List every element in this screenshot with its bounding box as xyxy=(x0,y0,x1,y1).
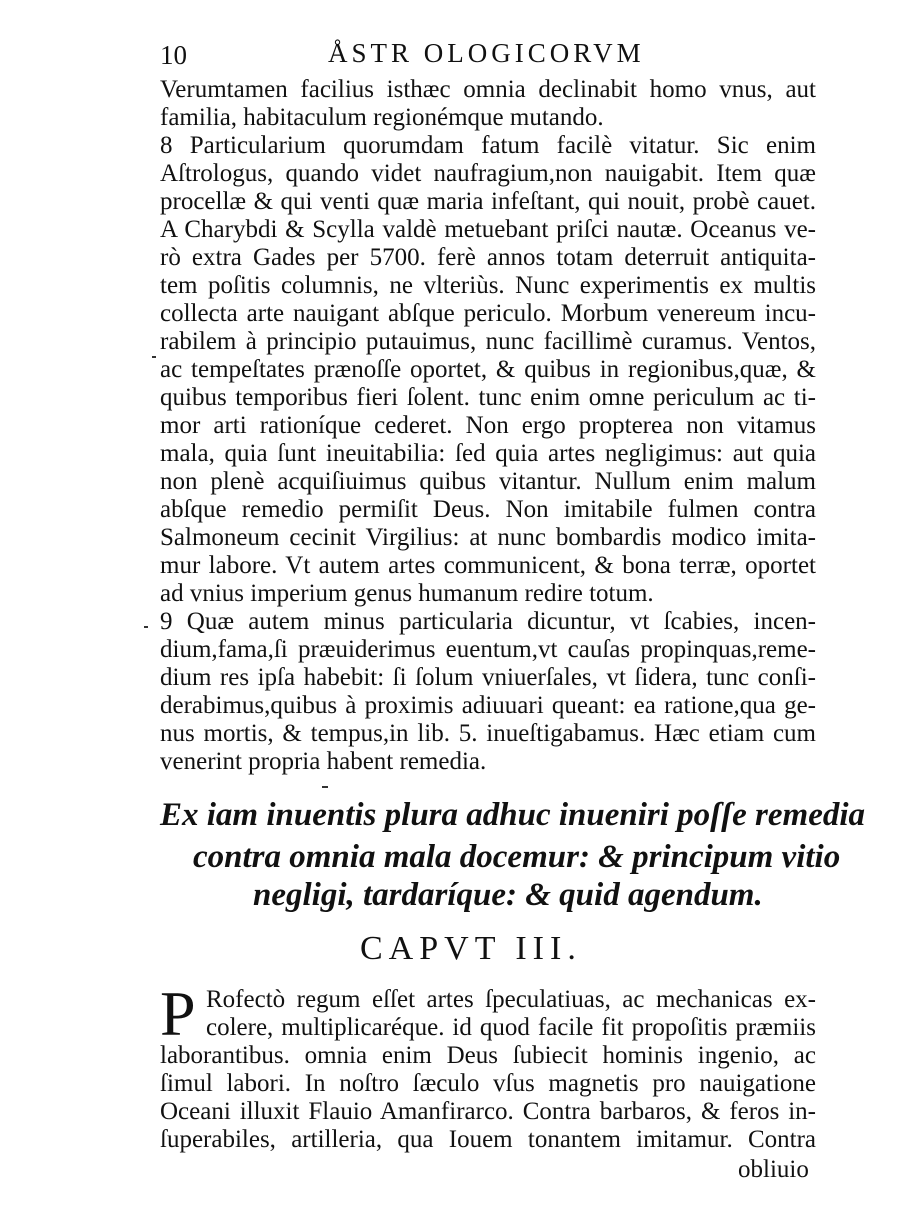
text-line: laborantibus. omnia enim Deus ſubiecit hominis ingenio, ac xyxy=(160,1042,816,1069)
text-line: abſque remedio permiſit Deus. Non imitabile fulmen contra xyxy=(160,496,816,523)
text-line: Oceani illuxit Flauio Amanfirarco. Contra barbaros, & feros in- xyxy=(160,1098,816,1125)
text-line: ad vnius imperium genus humanum redire totum. xyxy=(160,580,654,607)
text-line: Rofectò regum eſſet artes ſpeculatiuas, ac mechanicas ex- xyxy=(206,986,816,1013)
text-line: ac tempeſtates prænoſſe oportet, & quibus in regionibus,quæ, & xyxy=(160,356,816,383)
text-line: colere, multiplicaréque. id quod facile fit propoſitis præmiis xyxy=(206,1014,816,1041)
text-line: rabilem à principio putauimus, nunc facillimè curamus. Ventos, xyxy=(160,328,816,355)
text-line: ſuperabiles, artilleria, qua Iouem tonantem imitamur. Contra xyxy=(160,1126,816,1153)
heading-line: negligi, tardaríque: & quid agendum. xyxy=(253,877,763,913)
running-header xyxy=(160,38,820,72)
text-line: nus mortis, & tempus,in lib. 5. inueſtigabamus. Hæc etiam cum xyxy=(160,720,816,747)
margin-mark xyxy=(152,356,156,358)
catchword: obliuio xyxy=(738,1156,809,1183)
text-line: dium res ipſa habebit: ſi ſolum vniuerſales, vt ſidera, tunc conſi- xyxy=(160,664,816,691)
text-line: collecta arte nauigant abſque periculo. Morbum venereum incu- xyxy=(160,300,816,327)
margin-mark xyxy=(322,786,328,788)
text-line: quibus temporibus fieri ſolent. tunc enim omne periculum ac ti- xyxy=(160,384,816,411)
chapter-number: CAPVT III. xyxy=(360,930,582,967)
text-line: 9 Quæ autem minus particularia dicuntur, vt ſcabies, incen- xyxy=(160,608,816,635)
text-line: dium,fama,ſi præuiderimus euentum,vt cauſas propinquas,reme- xyxy=(160,636,816,663)
text-line: rò extra Gades per 5700. ferè annos totam deterruit antiquita- xyxy=(160,244,816,271)
text-line: A Charybdi & Scylla valdè metuebant priſci nautæ. Oceanus ve- xyxy=(160,216,816,243)
heading-line: contra omnia mala docemur: & principum vitio xyxy=(193,839,841,875)
text-line: non plenè acquiſiuimus quibus vitantur. Nullum enim malum xyxy=(160,468,816,495)
heading-line: Ex iam inuentis plura adhuc inueniri poſſe remedia xyxy=(160,797,866,833)
text-line: tem poſitis columnis, ne vlteriùs. Nunc experimentis ex multis xyxy=(160,272,816,299)
text-line: venerint propria habent remedia. xyxy=(160,748,487,775)
drop-capital: P xyxy=(160,978,196,1049)
text-line: derabimus,quibus à proximis adiuuari queant: ea ratione,qua ge- xyxy=(160,692,816,719)
text-line: mur labore. Vt autem artes communicent, & bona terræ, oportet xyxy=(160,552,816,579)
text-line: familia, habitaculum regionémque mutando. xyxy=(160,104,604,131)
text-line: procellæ & qui venti quæ maria infeſtant, qui nouit, probè cauet. xyxy=(160,188,816,215)
text-line: 8 Particularium quorumdam fatum facilè vitatur. Sic enim xyxy=(160,132,816,159)
text-line: Verumtamen facilius isthæc omnia declinabit homo vnus, aut xyxy=(160,76,816,103)
page-number: 10 xyxy=(160,40,187,70)
running-title: ÅSTR OLOGICORVM xyxy=(328,38,645,68)
text-line: mala, quia ſunt ineuitabilia: ſed quia artes negligimus: aut quia xyxy=(160,440,816,467)
text-line: ſimul labori. In noſtro ſæculo vſus magnetis pro nauigatione xyxy=(160,1070,816,1097)
text-line: Salmoneum cecinit Virgilius: at nunc bombardis modico imita- xyxy=(160,524,816,551)
text-line: mor arti rationíque cederet. Non ergo propterea non vitamus xyxy=(160,412,816,439)
text-line: Aſtrologus, quando videt naufragium,non nauigabit. Item quæ xyxy=(160,160,816,187)
margin-mark xyxy=(144,626,148,628)
